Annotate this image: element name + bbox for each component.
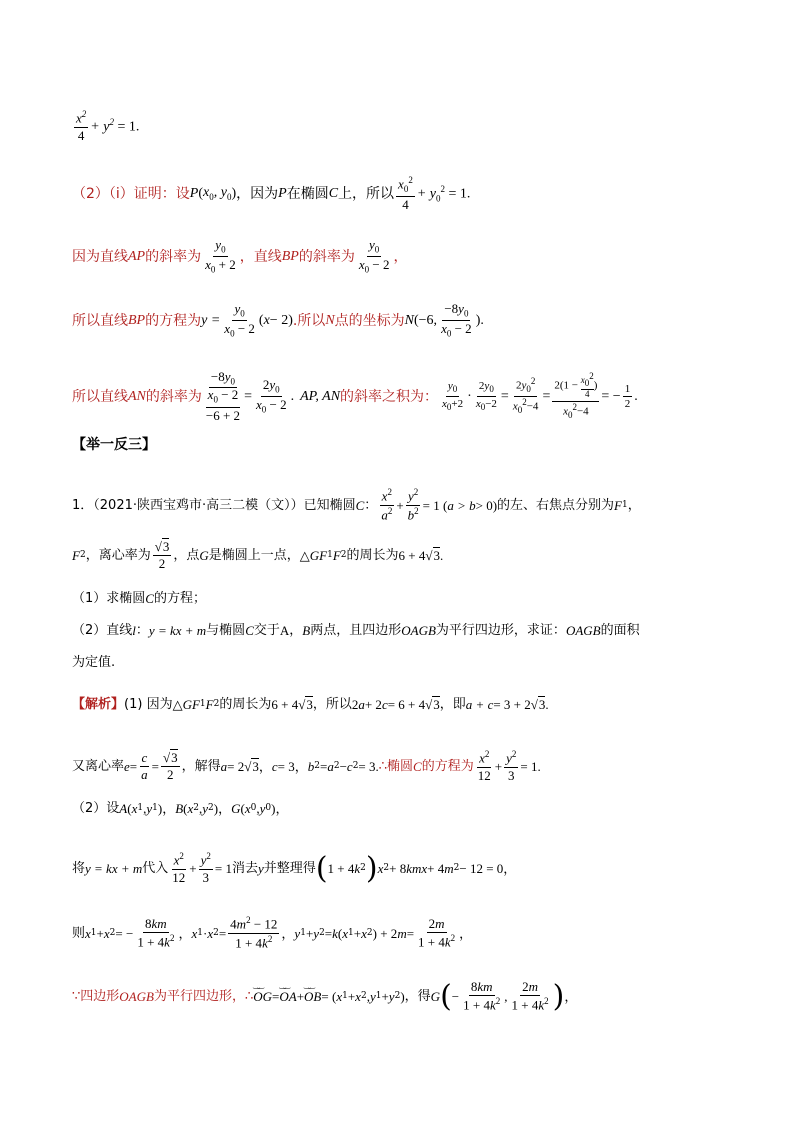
- solution-line-3: （2）设 A ( x 1 , y 1 )， B ( x 2 , y 2 )， G ( x 0 , y 0 )，: [72, 801, 289, 816]
- solution-line-2: 又离心率 e = $\frac{c}{a}$ = $\frac{√3}{2}$ ，解得 a = 2√3， c = 3， b 2 = a 2 − c 2 = 3. ∴椭圆 C 的方程为 $x^2$ 12 + $\frac{y^2}{3}$ = 1.: [72, 749, 541, 783]
- question-2: （2）直线 l ： y = kx + m 与椭圆 C 交于 A ， B 两点，且四边形 OAGB 为平行四边形，求证： OAGB 的面积: [72, 623, 640, 638]
- solution-line-1: 【解析】 (1) 因为 △ GF 1 F 2 的周长为 6 + 4√3 ，所以 2 a + 2 c = 6 + 4√3 ，即 a + c = 3 + 2√3.: [72, 697, 549, 712]
- solution-line-6: ∵四边形 OAGB 为平行四边形，∴ ‿‿ OG = ‿‿ OA + ‿‿ OB = ( x 1 + x 2 , y 1 + y 2 ) ，得 G ( − $\frac{8km}{1 + 4k^2}$ , 2m $1 + 4k^2$ ) ，: [72, 980, 577, 1013]
- line-bp-equation: 所以直线 BP 的方程为 y = $\frac{y_0}{x_0 - 2}$ ( x − 2) .所以 N 点的坐标为 N (−6, $-8y_0$ $x_0 - 2$ ).: [72, 301, 484, 340]
- slopes-line: 因为直线 AP 的斜率为 $y_0$ $x_0 + 2$ ，直线 BP 的斜率为 $y_0$ $x_0 - 2$ ，: [72, 237, 408, 276]
- question-1: （1）求椭圆 C 的方程；: [72, 591, 206, 606]
- ellipse-equation: $x^2$ 4 + $y^2 = 1$.: [76, 109, 140, 143]
- solution-line-5: 则 x 1 + x 2 = − $\frac{8km}{1 + 4k^2}$ ， x 1 · x 2 = $\frac{4m^2 - 12}{1 + 4k^2}$ ， y 1 + y 2 = k ( x 1 + x 2 ) + 2 m = $\frac{2m}{1 + 4k^2}$ ，: [72, 915, 473, 950]
- solution-line-4: 将 y = kx + m 代入 $x^2$ 12 + $\frac{y^2}{3}$ = 1 消去 y 并整理得 ( 1 + 4 k 2 ) x 2 + 8 kmx + 4 m 2 − 12 = 0，: [72, 850, 517, 886]
- problem-line-1: 1．（2021·陕西宝鸡市·高三二模（文））已知椭圆 C ： $x^2$ $a^2$ + $\frac{y^2}{b^2}$ = 1 ( a > b > 0) 的左、右焦点分别为 F 1 ，: [72, 487, 641, 522]
- proof-intro: （2）（ⅰ）证明：设 P ( $x_0$, $y_0$ ) ，因为 P 在椭圆 C 上，所以 $x_0^2$ 4 + $y_0^2 = 1$.: [72, 175, 471, 212]
- question-2-end: 为定值.: [72, 655, 116, 670]
- part-2-label: （2）（ⅰ）证明：设: [72, 186, 190, 203]
- solution-tag: 【解析】: [72, 697, 125, 712]
- problem-line-2: F 2 ，离心率为 √3 2 ，点 G 是椭圆上一点， △ GF 1 F 2 的周长为 6 + 4√3.: [72, 539, 444, 572]
- slope-product-line: 所以直线 AN 的斜率为 $-8y_0$ $x_0 - 2$ −6 + 2 = $\frac{2y_0}{x_0 - 2}$ . AP, AN 的斜率之积为： $y_0$ $x_0+2$ · $\frac{2y_0}{x_0-2}$ = $\frac{2y_0^2}{x_0^2-4}$ = 2(1 − $\frac{x02}{4}$ ) $x_0^2-4$ = − $\frac{1}{2}$ .: [72, 369, 638, 423]
- section-heading: 【举一反三】: [72, 437, 156, 453]
